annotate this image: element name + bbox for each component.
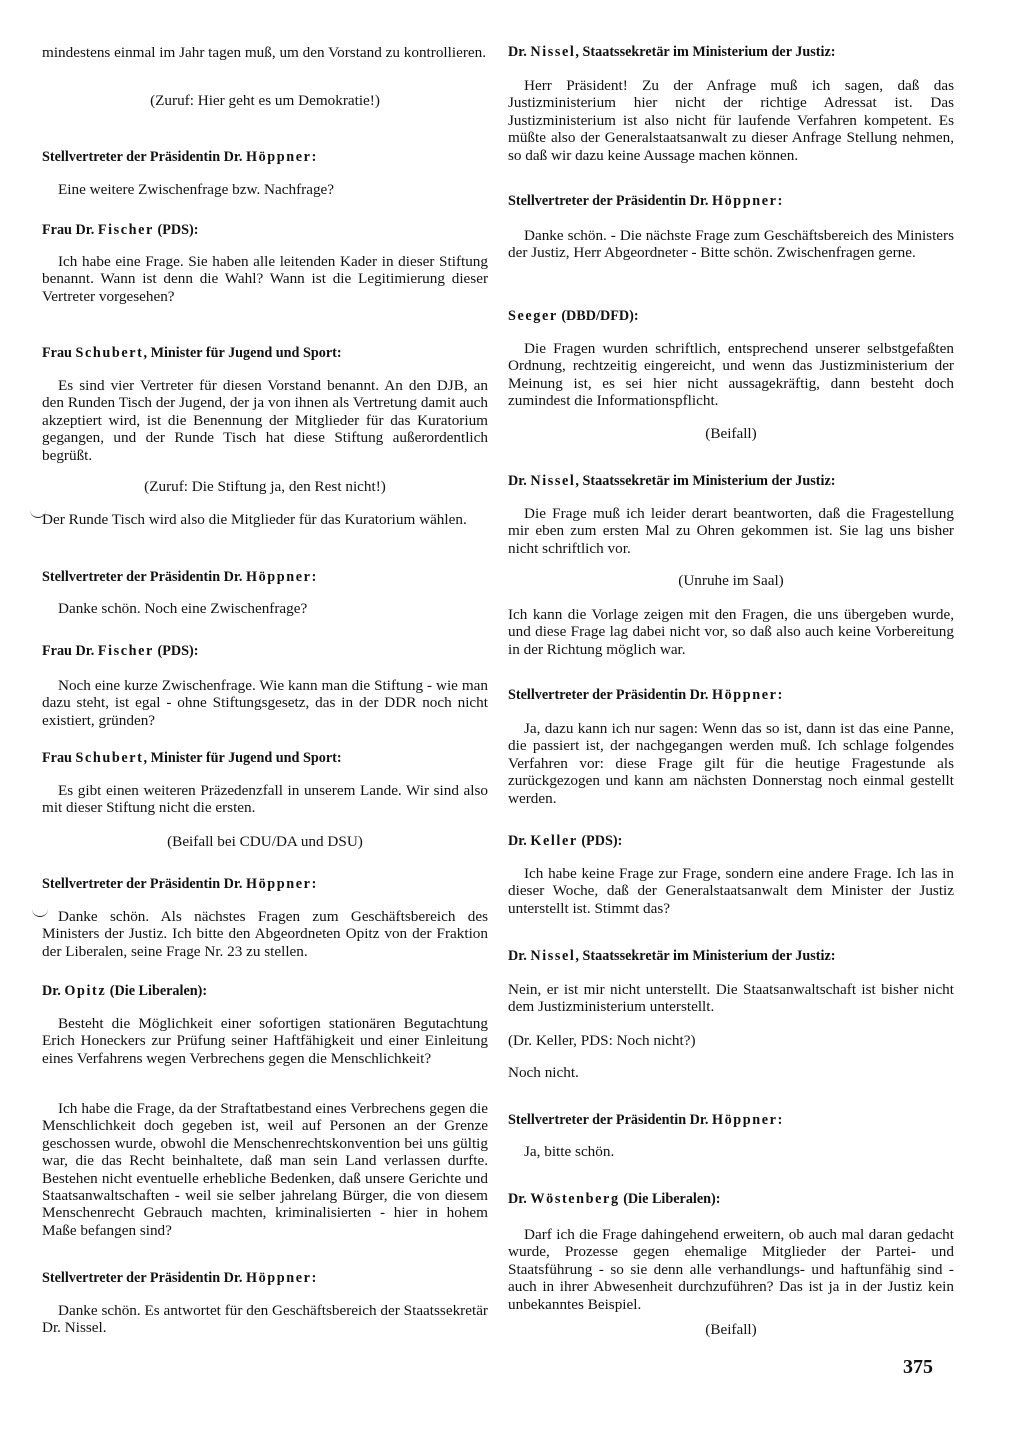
paragraph: Darf ich die Frage dahingehend erweitern, ob auch mal daran gedacht wurde, Prozesse gegen ehemalige Mitglieder der Partei- und Staatsführung - so sie denn alle verhandlungs- und haftunfähig sind - auch in ihrer Abwesenheit durchzuführen? Das ist ja in der Justiz kein unbekanntes Beispiel.: [508, 1226, 954, 1313]
speaker-heading: Frau Schubert, Minister für Jugend und Sport:: [42, 345, 342, 361]
speaker-heading: Dr. Opitz (Die Liberalen):: [42, 983, 208, 999]
paragraph: Ich kann die Vorlage zeigen mit den Fragen, die uns übergeben wurde, und diese Frage lag dabei nicht vor, so daß also auch keine Vorbereitung in der Richtung möglich war.: [508, 606, 954, 658]
paragraph: Noch eine kurze Zwischenfrage. Wie kann man die Stiftung - wie man dazu steht, ist egal - ohne Stiftungsgesetz, das in der DDR noch nicht existiert, gründen?: [42, 677, 488, 729]
paragraph: Der Runde Tisch wird also die Mitglieder für das Kuratorium wählen.: [42, 511, 467, 528]
paragraph: Die Fragen wurden schriftlich, entsprechend unserer selbstgefaßten Ordnung, rechtzeitig eingereicht, und wenn das Justizministerium der Meinung ist, es sei hier nicht aussagekräftig, dann besteht doch zumindest die Informationspflicht.: [508, 340, 954, 410]
speaker-heading: Dr. Nissel, Staatssekretär im Ministerium der Justiz:: [508, 44, 836, 60]
paragraph: Ja, bitte schön.: [524, 1143, 615, 1160]
interjection: (Zuruf: Die Stiftung ja, den Rest nicht!): [144, 478, 386, 495]
paragraph: Es sind vier Vertreter für diesen Vorstand benannt. An den DJB, an den Runden Tisch der Jugend, der ja von ihnen als Vertretung damit auch akzeptiert wird, ist die Benennung der Mitglieder für das Kuratorium gegangen, und der Runde Tisch hat diese Stiftung außerordentlich begrüßt.: [42, 377, 488, 464]
paragraph: Eine weitere Zwischenfrage bzw. Nachfrage?: [58, 181, 335, 198]
paragraph: Nein, er ist mir nicht unterstellt. Die Staatsanwaltschaft ist bisher nicht dem Justizministerium unterstellt.: [508, 981, 954, 1016]
paragraph: Danke schön. - Die nächste Frage zum Geschäftsbereich des Ministers der Justiz, Herr Abgeordneter - Bitte schön. Zwischenfragen gerne.: [508, 227, 954, 262]
paragraph: Besteht die Möglichkeit einer sofortigen stationären Begutachtung Erich Honeckers zur Prüfung seiner Haftfähigkeit und einer Einleitung eines Verfahrens wegen Verbrechens gegen die Menschlichkeit?: [42, 1015, 488, 1067]
interjection: (Unruhe im Saal): [678, 572, 784, 589]
speaker-heading: Stellvertreter der Präsidentin Dr. Höppner:: [42, 876, 317, 892]
speaker-heading: Frau Dr. Fischer (PDS):: [42, 222, 199, 238]
speaker-heading: Dr. Wöstenberg (Die Liberalen):: [508, 1191, 721, 1207]
speaker-heading: Stellvertreter der Präsidentin Dr. Höppner:: [42, 149, 317, 165]
interjection: (Beifall bei CDU/DA und DSU): [167, 833, 363, 850]
paragraph: (Dr. Keller, PDS: Noch nicht?): [508, 1032, 696, 1049]
speaker-heading: Stellvertreter der Präsidentin Dr. Höppner:: [42, 569, 317, 585]
paragraph: Danke schön. Noch eine Zwischenfrage?: [58, 600, 308, 617]
paragraph: Noch nicht.: [508, 1064, 579, 1081]
interjection: (Zuruf: Hier geht es um Demokratie!): [150, 92, 380, 109]
paragraph: Danke schön. Es antwortet für den Geschäftsbereich der Staatssekretär Dr. Nissel.: [42, 1302, 488, 1337]
paragraph: Ich habe die Frage, da der Straftatbestand eines Verbrechens gegen die Menschlichkeit doch gegeben ist, weil auf Personen an der Grenze geschossen wurde, obwohl die Menschenrechtskonvention bei uns gültig war, die das Recht beinhaltete, daß man sein Land verlassen durfte. Bestehen nicht eventuelle erhebliche Bedenken, daß unsere Gerichte und Staatsanwaltschaften - weil sie selber jahrelang Bürger, die von diesem Menschenrecht Gebrauch machten, kriminalisierten - hier in hohem Maße befangen sind?: [42, 1100, 488, 1239]
speaker-heading: Seeger (DBD/DFD):: [508, 308, 639, 324]
paragraph: Ich habe eine Frage. Sie haben alle leitenden Kader in dieser Stiftung benannt. Wann ist denn die Wahl? Wann ist die Legitimierung dieser Vertreter vorgesehen?: [42, 253, 488, 305]
speaker-heading: Stellvertreter der Präsidentin Dr. Höppner:: [508, 1112, 783, 1128]
paragraph: Ich habe keine Frage zur Frage, sondern eine andere Frage. Ich las in dieser Woche, daß der Generalstaatsanwalt dem Minister der Justiz unterstellt ist. Stimmt das?: [508, 865, 954, 917]
interjection: (Beifall): [705, 1321, 757, 1338]
speaker-heading: Dr. Nissel, Staatssekretär im Ministerium der Justiz:: [508, 473, 836, 489]
interjection: (Beifall): [705, 425, 757, 442]
speaker-heading: Stellvertreter der Präsidentin Dr. Höppner:: [508, 687, 783, 703]
speaker-heading: Dr. Keller (PDS):: [508, 833, 623, 849]
paragraph: Die Frage muß ich leider derart beantworten, daß die Fragestellung mir eben zum ersten Mal zu Ohren gekommen ist. Sie lag uns bisher nicht schriftlich vor.: [508, 505, 954, 557]
paragraph: Danke schön. Als nächstes Fragen zum Geschäftsbereich des Ministers der Justiz. Ich bitte den Abgeordneten Opitz von der Fraktion der Liberalen, seine Frage Nr. 23 zu stellen.: [42, 908, 488, 960]
speaker-heading: Dr. Nissel, Staatssekretär im Ministerium der Justiz:: [508, 948, 836, 964]
paragraph: Ja, dazu kann ich nur sagen: Wenn das so ist, dann ist das eine Panne, die passiert ist, der nachgegangen werden muß. Ich schlage folgendes Verfahren vor: diese Frage gilt für die heutige Fragestunde als zurückgezogen und kann am nächsten Donnerstag noch einmal gestellt werden.: [508, 720, 954, 807]
paragraph: Es gibt einen weiteren Präzedenzfall in unserem Lande. Wir sind also mit dieser Stiftung nicht die ersten.: [42, 782, 488, 817]
paragraph: mindestens einmal im Jahr tagen muß, um den Vorstand zu kontrollieren.: [42, 44, 487, 61]
speaker-heading: Frau Dr. Fischer (PDS):: [42, 643, 199, 659]
speaker-heading: Stellvertreter der Präsidentin Dr. Höppner:: [42, 1270, 317, 1286]
speaker-heading: Frau Schubert, Minister für Jugend und Sport:: [42, 750, 342, 766]
speaker-heading: Stellvertreter der Präsidentin Dr. Höppner:: [508, 193, 783, 209]
paragraph: Herr Präsident! Zu der Anfrage muß ich sagen, daß das Justizministerium hier nicht der richtige Adressat ist. Das Justizministerium ist also nicht für laufende Verfahren kompetent. Es müßte also der Generalstaatsanwalt zu dieser Anfrage Stellung nehmen, so daß wir dazu keine Aussage machen können.: [508, 77, 954, 164]
page-number: 375: [903, 1356, 933, 1378]
